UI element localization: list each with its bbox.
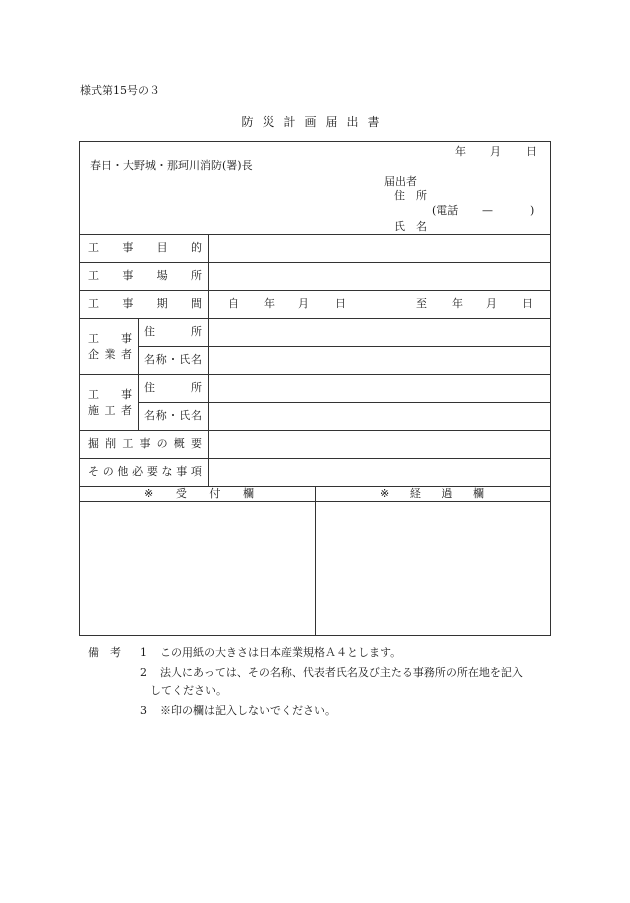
note-number: 1 bbox=[140, 646, 147, 659]
phone-close: ) bbox=[530, 204, 535, 217]
work-purpose-label: 工 事 目 的 bbox=[88, 241, 202, 254]
work-period-label: 工 事 期 間 bbox=[88, 297, 202, 310]
divider bbox=[80, 262, 550, 263]
date-month-label: 月 bbox=[490, 145, 501, 158]
notifier-name-label: 氏 名 bbox=[394, 220, 427, 233]
divider bbox=[80, 374, 550, 375]
excavation-summary-label: 掘 削 工 事 の 概 要 bbox=[88, 437, 202, 450]
contractor-label-line2: 施 工 者 bbox=[88, 404, 132, 417]
contractor-address-label: 住 所 bbox=[144, 381, 202, 394]
divider bbox=[208, 234, 209, 486]
contractor-name-label: 名 称 ・ 氏 名 bbox=[144, 409, 202, 422]
progress-column-header: ※ 経 過 欄 bbox=[380, 487, 484, 500]
note-number: 2 bbox=[140, 666, 147, 679]
note-text-continued: してください。 bbox=[150, 684, 227, 697]
period-to-day: 日 bbox=[522, 297, 533, 310]
note-text: この用紙の大きさは日本産業規格Ａ４とします。 bbox=[160, 646, 402, 659]
company-address-label: 住 所 bbox=[144, 325, 202, 338]
notes-label: 備 考 bbox=[88, 646, 121, 659]
company-label-line1: 工 事 bbox=[88, 332, 132, 345]
form-sheet bbox=[79, 141, 551, 636]
divider bbox=[80, 430, 550, 431]
divider bbox=[138, 318, 139, 430]
contractor-label-line1: 工 事 bbox=[88, 388, 132, 401]
divider bbox=[138, 346, 550, 347]
period-from-month: 月 bbox=[298, 297, 309, 310]
period-from-day: 日 bbox=[335, 297, 346, 310]
divider bbox=[80, 318, 550, 319]
divider bbox=[315, 486, 316, 635]
company-name-label: 名 称 ・ 氏 名 bbox=[144, 353, 202, 366]
other-matters-label: そ の 他 必 要 な 事 項 bbox=[88, 465, 202, 478]
divider bbox=[80, 458, 550, 459]
period-to-month: 月 bbox=[486, 297, 497, 310]
period-from-label: 自 bbox=[228, 297, 239, 310]
period-to-year: 年 bbox=[452, 297, 463, 310]
period-from-year: 年 bbox=[264, 297, 275, 310]
addressee: 春日・大野城・那珂川消防(署)長 bbox=[90, 159, 253, 172]
phone-label: (電話 bbox=[432, 204, 459, 217]
date-year-label: 年 bbox=[455, 145, 466, 158]
note-text: 法人にあっては、その名称、代表者氏名及び主たる事務所の所在地を記入 bbox=[160, 666, 523, 679]
company-label-line2: 企 業 者 bbox=[88, 348, 132, 361]
period-to-label: 至 bbox=[416, 297, 427, 310]
form-number: 様式第15号の３ bbox=[80, 84, 160, 97]
notifier-label: 届出者 bbox=[384, 175, 417, 188]
reception-column-header: ※ 受 付 欄 bbox=[144, 487, 254, 500]
note-text: ※印の欄は記入しないでください。 bbox=[160, 704, 336, 717]
divider bbox=[138, 402, 550, 403]
divider bbox=[80, 234, 550, 235]
document-title: 防災計画届出書 bbox=[241, 115, 389, 129]
date-day-label: 日 bbox=[526, 145, 537, 158]
divider bbox=[80, 290, 550, 291]
work-place-label: 工 事 場 所 bbox=[88, 269, 202, 282]
note-number: 3 bbox=[140, 704, 147, 717]
phone-dash: — bbox=[482, 204, 493, 217]
notifier-address-label: 住 所 bbox=[394, 189, 427, 202]
